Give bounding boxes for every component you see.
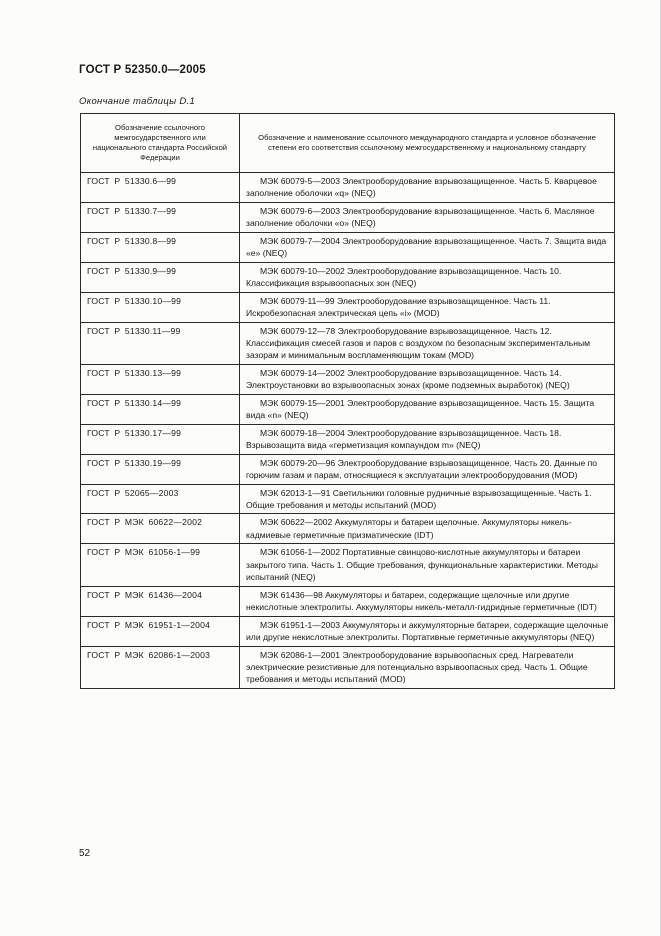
standard-description: МЭК 60079-10—2002 Электрооборудование взрывозащищенное. Часть 10. Классификация взрывоопасных зон (NEQ) — [246, 265, 562, 289]
table-body — [81, 173, 615, 689]
standard-code: ГОСТ Р 51330.19—99 — [81, 454, 240, 484]
standard-code: ГОСТ Р 51330.11—99 — [81, 322, 240, 364]
table-row — [81, 544, 615, 586]
standard-description-cell — [240, 484, 615, 514]
table-row — [81, 616, 615, 646]
standard-description: МЭК 60079-11—99 Электрооборудование взрывозащищенное. Часть 11. Искробезопасная электрическая цепь «i» (MOD) — [246, 295, 551, 319]
standard-description-cell — [240, 616, 615, 646]
standard-description-cell — [240, 292, 615, 322]
table-row — [81, 514, 615, 544]
standard-description-cell — [240, 514, 615, 544]
standard-code: ГОСТ Р 51330.13—99 — [81, 364, 240, 394]
table-row — [81, 454, 615, 484]
table-row — [81, 232, 615, 262]
page-number: 52 — [79, 848, 91, 859]
table-caption: Окончание таблицы D.1 — [79, 96, 196, 107]
table-row — [81, 292, 615, 322]
standard-description: МЭК 61056-1—2002 Портативные свинцово-кислотные аккумуляторы и батареи закрытого типа. Часть 1. Общие требования, функциональные характеристики. Методы испытаний (NEQ) — [246, 547, 598, 583]
table-row — [81, 646, 615, 688]
table-row — [81, 484, 615, 514]
standard-description-cell — [240, 202, 615, 232]
standard-code: ГОСТ Р МЭК 60622—2002 — [81, 514, 240, 544]
standard-description: МЭК 60079-12—78 Электрооборудование взрывозащищенное. Часть 12. Классификация смесей газов и паров с воздухом по безопасным экспериментальным зазорам и минимальным воспламеняющим токам (MOD) — [246, 325, 591, 361]
standard-code: ГОСТ Р 51330.14—99 — [81, 394, 240, 424]
standard-code: ГОСТ Р 51330.6—99 — [81, 173, 240, 203]
document-header: ГОСТ Р 52350.0—2005 — [79, 64, 206, 76]
standard-description-cell — [240, 232, 615, 262]
standard-description-cell — [240, 586, 615, 616]
standard-description: МЭК 60079-7—2004 Электрооборудование взрывозащищенное. Часть 7. Защита вида «е» (NEQ) — [246, 235, 607, 259]
standard-description-cell — [240, 394, 615, 424]
table-row — [81, 364, 615, 394]
standard-description: МЭК 60079-20—96 Электрооборудование взрывозащищенное. Часть 20. Данные по горючим газам и парам, относящиеся к эксплуатации электрооборудования (MOD) — [246, 457, 598, 481]
column-header-reference-standard: Обозначение ссылочного межгосударственного или национального стандарта Российской Федерации — [81, 114, 240, 173]
standard-description: МЭК 60079-14—2002 Электрооборудование взрывозащищенное. Часть 14. Электроустановки во взрывоопасных зонах (кроме подземных выработок) (NEQ) — [246, 367, 570, 391]
standard-code: ГОСТ Р МЭК 61436—2004 — [81, 586, 240, 616]
standard-description-cell — [240, 364, 615, 394]
standard-description-cell — [240, 173, 615, 203]
standard-code: ГОСТ Р 51330.8—99 — [81, 232, 240, 262]
table-row — [81, 173, 615, 203]
standard-code: ГОСТ Р 52065—2003 — [81, 484, 240, 514]
standard-description: МЭК 62013-1—91 Светильники головные рудничные взрывозащищенные. Часть 1. Общие требования и методы испытаний (MOD) — [246, 487, 592, 510]
standard-code: ГОСТ Р МЭК 61056-1—99 — [81, 544, 240, 586]
column-header-international-standard: Обозначение и наименование ссылочного международного стандарта и условное обозначение степени его соответствия ссылочному межгосударственному и национальному стандарту — [240, 114, 615, 173]
standard-description: МЭК 60079-15—2001 Электрооборудование взрывозащищенное. Часть 15. Защита вида «n» (NEQ) — [246, 397, 595, 421]
table-row — [81, 262, 615, 292]
standard-code: ГОСТ Р 51330.17—99 — [81, 424, 240, 454]
table-header-row — [81, 114, 615, 173]
standard-code: ГОСТ Р МЭК 62086-1—2003 — [81, 646, 240, 688]
standards-table — [80, 113, 615, 689]
standard-description-cell — [240, 424, 615, 454]
table-row — [81, 202, 615, 232]
standard-code: ГОСТ Р 51330.9—99 — [81, 262, 240, 292]
standard-description-cell — [240, 544, 615, 586]
table-row — [81, 586, 615, 616]
standard-description-cell — [240, 262, 615, 292]
table-row — [81, 322, 615, 364]
standard-description-cell — [240, 322, 615, 364]
standard-description: МЭК 61951-1—2003 Аккумуляторы и аккумуляторные батареи, содержащие щелочные или другие некислотные электролиты. Портативные герметичные аккумуляторы (NEQ) — [246, 619, 609, 643]
standard-description: МЭК 60622—2002 Аккумуляторы и батареи щелочные. Аккумуляторы никель-кадмиевые герметичные призматические (IDT) — [246, 517, 572, 540]
standard-description-cell — [240, 454, 615, 484]
standard-description: МЭК 62086-1—2001 Электрооборудование взрывоопасных сред. Нагреватели электрические резистивные для потенциально взрывоопасных сред. Часть 1. Общие требования и методы испытаний (MOD) — [246, 649, 588, 685]
standard-description: МЭК 61436—98 Аккумуляторы и батареи, содержащие щелочные или другие некислотные электролиты. Аккумуляторы никель-металл-гидридные герметичные (IDT) — [246, 589, 597, 613]
standard-code: ГОСТ Р 51330.10—99 — [81, 292, 240, 322]
standard-description: МЭК 60079-5—2003 Электрооборудование взрывозащищенное. Часть 5. Кварцевое заполнение оболочки «q» (NEQ) — [246, 176, 597, 199]
standard-description-cell — [240, 646, 615, 688]
standard-code: ГОСТ Р 51330.7—99 — [81, 202, 240, 232]
standard-code: ГОСТ Р МЭК 61951-1—2004 — [81, 616, 240, 646]
table-row — [81, 424, 615, 454]
standard-description: МЭК 60079-18—2004 Электрооборудование взрывозащищенное. Часть 18. Взрывозащита вида «герметизация компаундом m» (NEQ) — [246, 427, 562, 451]
standard-description: МЭК 60079-6—2003 Электрооборудование взрывозащищенное. Часть 6. Масляное заполнение оболочки «о» (NEQ) — [246, 205, 595, 229]
table-row — [81, 394, 615, 424]
